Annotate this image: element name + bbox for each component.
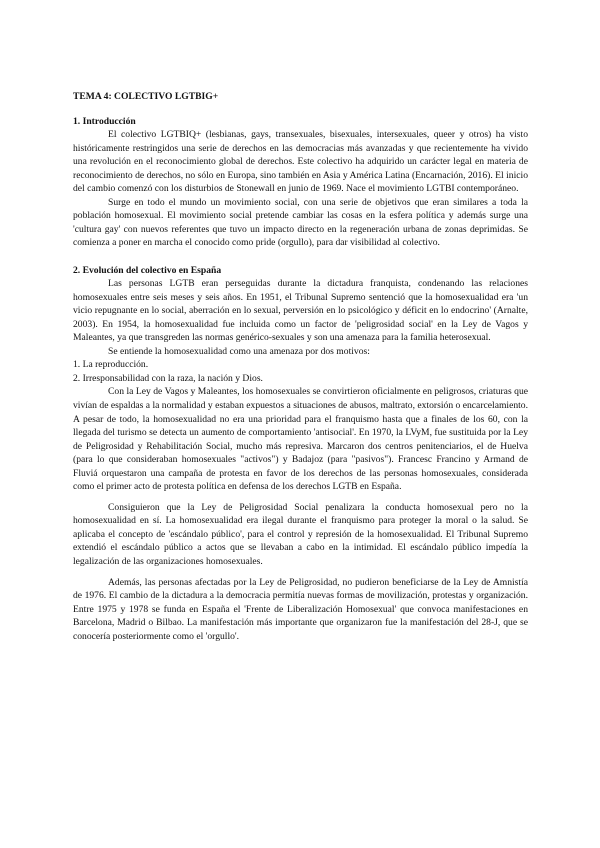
paragraph: El colectivo LGTBIQ+ (lesbianas, gays, transexuales, bisexuales, intersexuales, queer y otros) ha visto históricamente restringidos una serie de derechos en las democracias más avanzadas y que recientemente ha vivido una revolución en el reconocimiento global de derechos. Este colectivo ha adquirido un carácter legal en materia de reconocimiento de derechos, no sólo en Europa, sino también en Asia y América Latina (Encarnación, 2016). El inicio del cambio comenzó con los disturbios de Stonewall en junio de 1969. Nace el movimiento LGTBI contemporáneo. — [73, 129, 528, 195]
list-item: 1. La reproducción. — [73, 359, 149, 371]
paragraph: Se entiende la homosexualidad como una amenaza por dos motivos: — [108, 345, 370, 357]
list-item: 2. Irresponsabilidad con la raza, la nación y Dios. — [73, 372, 263, 384]
page-title: TEMA 4: COLECTIVO LGTBIG+ — [73, 91, 219, 102]
document-body — [73, 90, 528, 643]
paragraph: Consiguieron que la Ley de Peligrosidad Social penalizara la conducta homosexual pero no la homosexualidad en sí. La homosexualidad era ilegal durante el franquismo para proteger la moral o la salud. Se aplicaba el concepto de 'escándalo público', para el control y represión de la homosexualidad. El Tribunal Supremo extendió el escándalo público a actos que se llevaban a cabo en la intimidad. El escándalo público impedía la legalización de las organizaciones homosexuales. — [73, 501, 528, 567]
paragraph: Además, las personas afectadas por la Ley de Peligrosidad, no pudieron beneficiarse de la Ley de Amnistía de 1976. El cambio de la dictadura a la democracia permitía nuevas formas de movilización, protestas y organización. Entre 1975 y 1978 se funda en España el 'Frente de Liberalización Homosexual' que convoca manifestaciones en Barcelona, Madrid o Bilbao. La manifestación más importante que organizaron fue la manifestación del 28-J, que se conocería posteriormente como el 'orgullo'. — [73, 576, 528, 642]
paragraph: Las personas LGTB eran perseguidas durante la dictadura franquista, condenando las relaciones homosexuales entre seis meses y seis años. En 1951, el Tribunal Supremo sentenció que la homosexualidad era 'un vicio repugnante en lo social, aberración en lo sexual, perversión en lo psicológico y déficit en lo endocrino' (Arnalte, 2003). En 1954, la homosexualidad fue incluida como un factor de 'peligrosidad social' en la Ley de Vagos y Maleantes, ya que transgreden las normas genérico-sexuales y son una amenaza para la familia heterosexual. — [73, 278, 528, 344]
section-heading-evolucion: 2. Evolución del colectivo en España — [73, 264, 222, 276]
paragraph: Surge en todo el mundo un movimiento social, con una serie de objetivos que eran similares a toda la población homosexual. El movimiento social pretende cambiar las cosas en la esfera política y además surge una 'cultura gay' con nuevos referentes que tuvo un impacto directo en la regeneración urbana de zonas deprimidas. Se comienza a poner en marcha el conocido como pride (orgullo), para dar visibilidad al colectivo. — [73, 196, 528, 249]
section-heading-introduccion: 1. Introducción — [73, 115, 136, 127]
paragraph: Con la Ley de Vagos y Maleantes, los homosexuales se convirtieron oficialmente en peligrosos, criaturas que vivían de espaldas a la normalidad y estaban expuestos a situaciones de abusos, maltrato, extorsión o encarcelamiento. A pesar de todo, la homosexualidad no era una prioridad para el franquismo hasta que a finales de los 60, con la llegada del turismo se detecta un aumento de comportamiento 'antisocial'. En 1970, la LVyM, fue sustituida por la Ley de Peligrosidad y Rehabilitación Social, mucho más represiva. Marcaron dos centros penitenciarios, el de Huelva (para lo que consideraban homosexuales "activos") y Badajoz (para "pasivos"). Francesc Francino y Armand de Fluviá orquestaron una campaña de protesta en favor de los derechos de las personas homosexuales, considerada como el primer acto de protesta política en defensa de los derechos LGTB en España. — [73, 386, 528, 493]
